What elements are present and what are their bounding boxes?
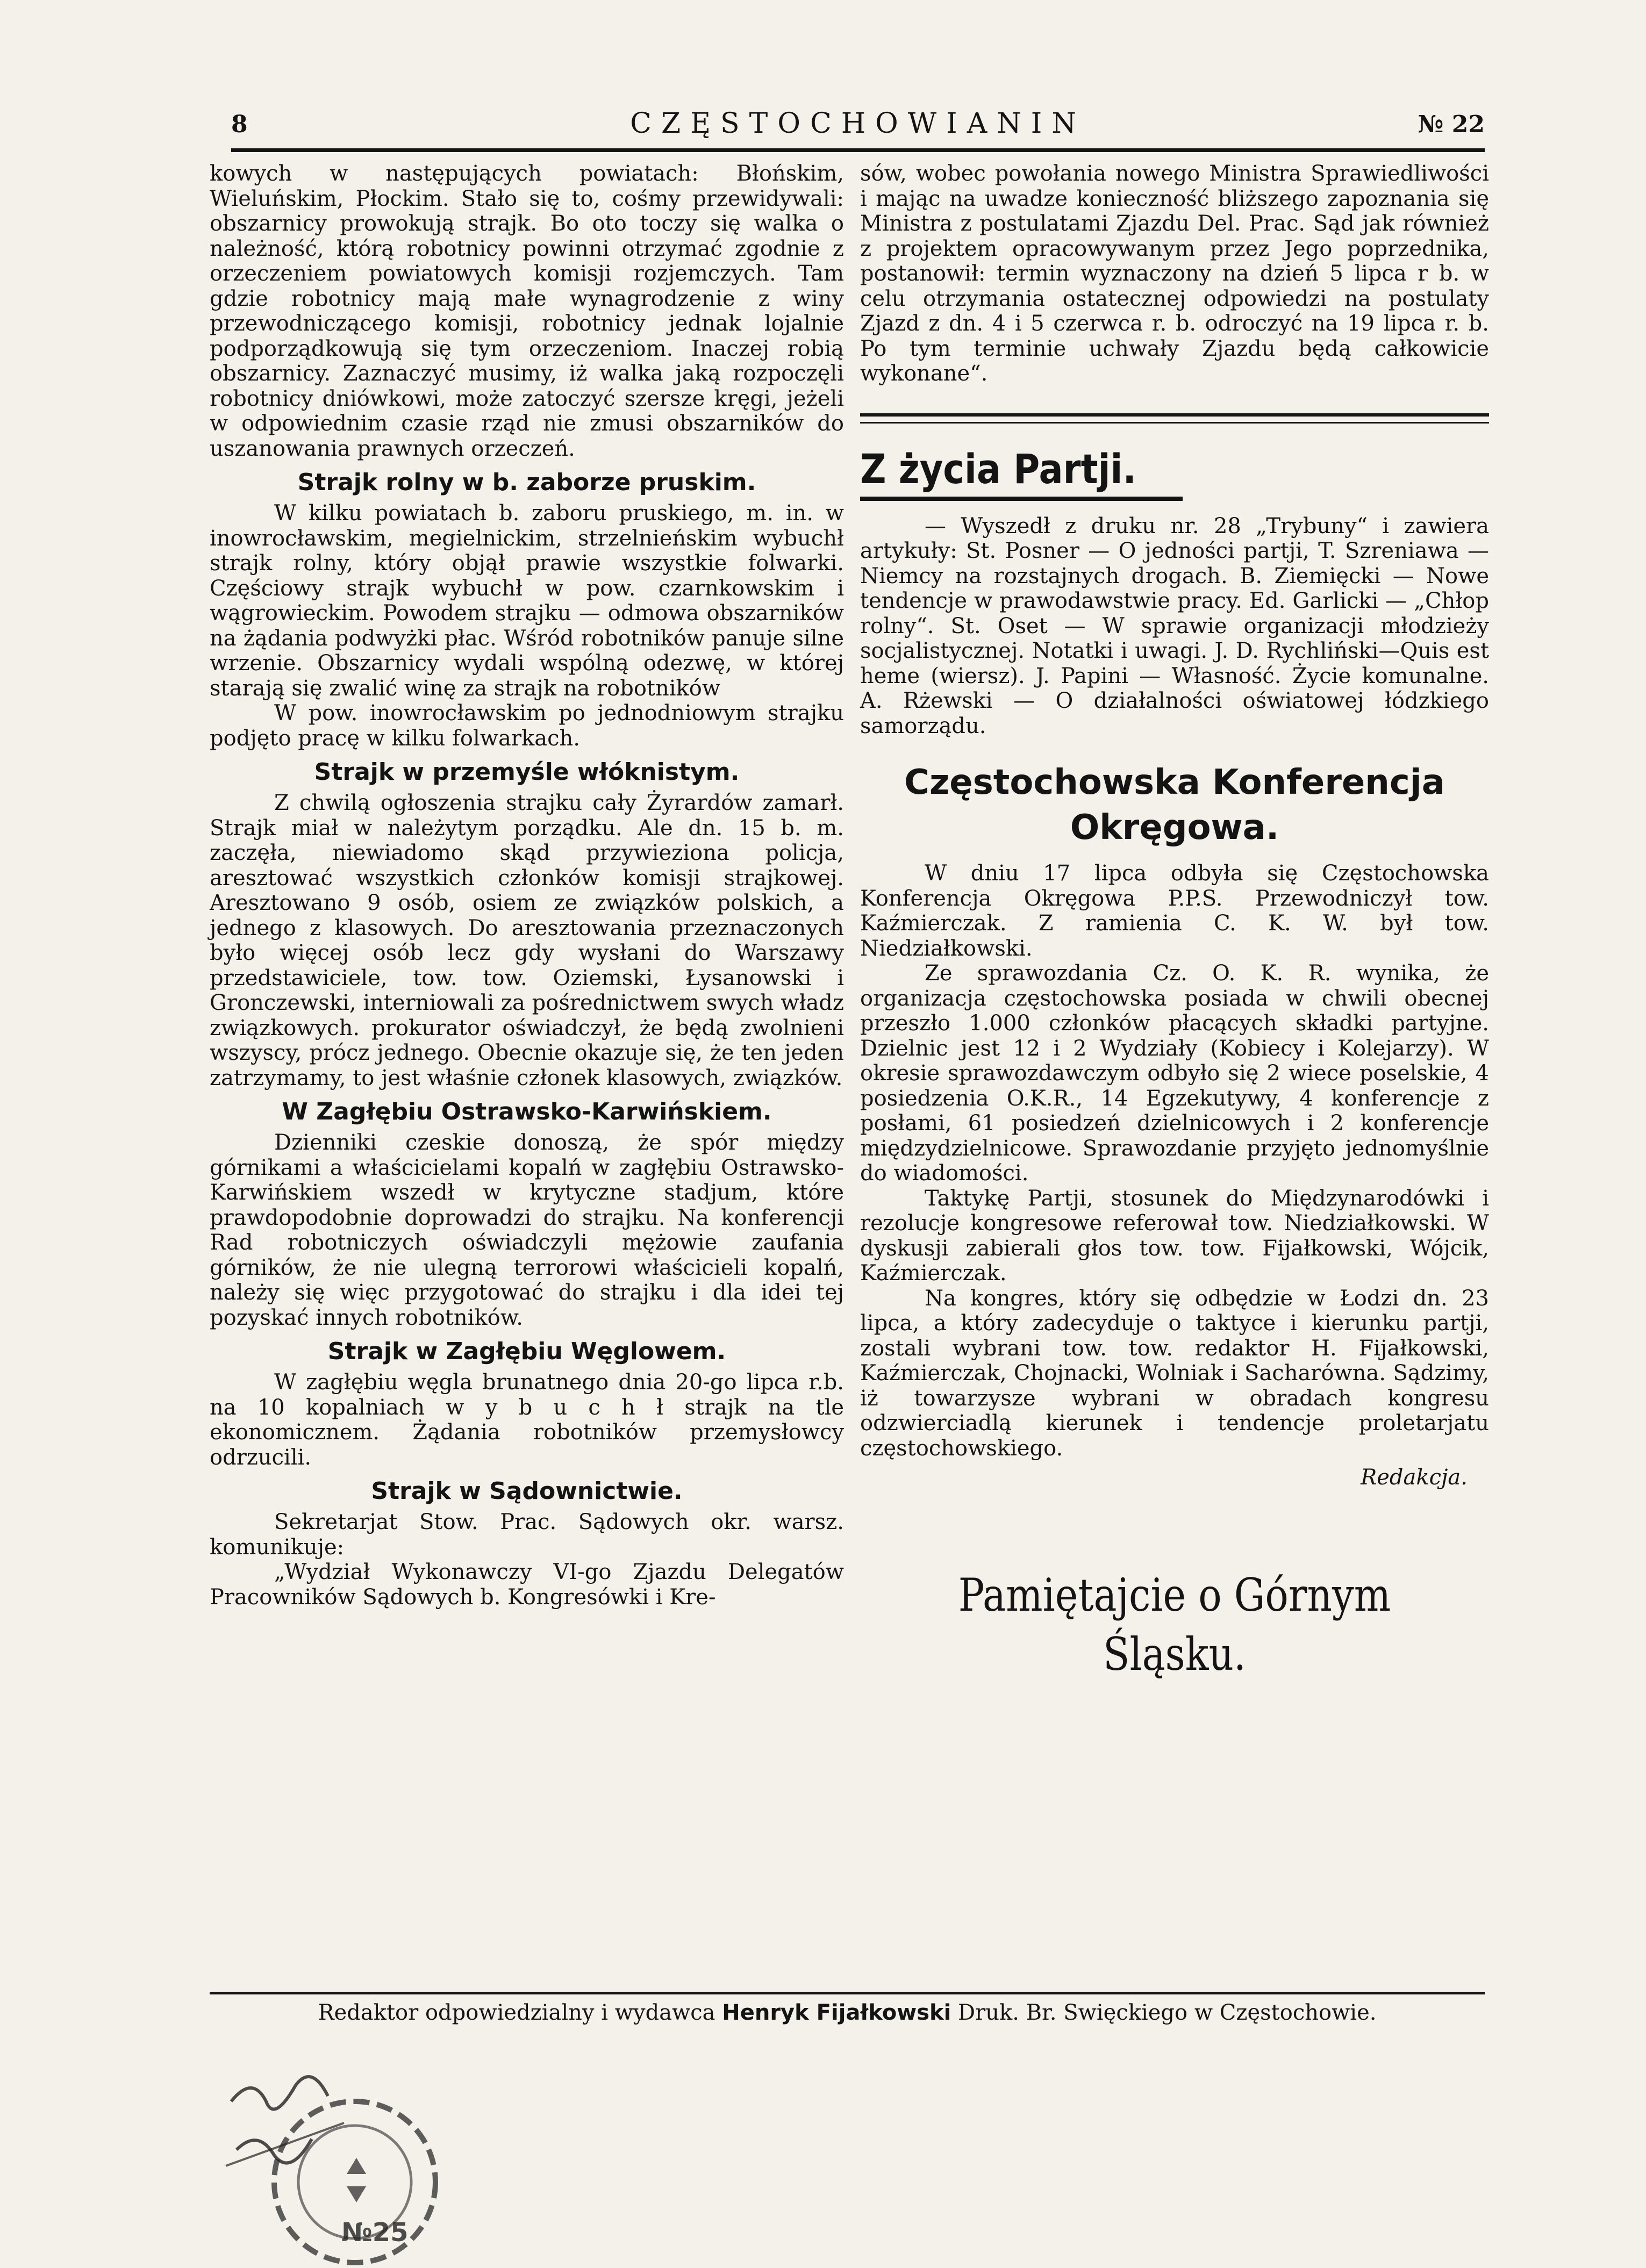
- paragraph: W kilku powiatach b. zaboru pruskiego, m. in. w inowrocławskim, megielnickim, strzelnieńskim wybuchł strajk rolny, który objął prawie wszystkie folwarki. Częściowy strajk wybuchł w pow. czarnkowskim i wągrowieckim. Powodem strajku — odmowa obszarników na żądania podwyżki płac. Wśród robotników panuje silne wrzenie. Obszarnicy wydali wspólną odezwę, w której starają się zwalić winę za strajk na robotników: [210, 501, 844, 701]
- section-heading-sadownictwo: Strajk w Sądownictwie.: [371, 1477, 683, 1505]
- double-rule-bottom: [860, 422, 1489, 424]
- imprint-prefix: Redaktor odpowiedzialny i wydawca: [318, 2000, 722, 2025]
- paragraph: W pow. inowrocławskim po jednodniowym strajku podjęto pracę w kilku folwarkach.: [210, 701, 844, 751]
- paragraph: Dzienniki czeskie donoszą, że spór między górnikami a właścicielami kopalń w zagłębiu Ostrawsko-Karwińskiem wszedł w krytyczne stadjum, które prawdopodobnie doprowadzi do strajku. Na konferencji Rad robotniczych oświadczyli mężowie zaufania górników, że nie ulegną terrorowi właścicieli kopalń, należy się więc przygotować do strajku i dla idei tej pozyskać innych robotników.: [210, 1130, 844, 1330]
- paragraph: Ze sprawozdania Cz. O. K. R. wynika, że organizacja częstochowska posiada w chwili obecnej przeszło 1.000 członków płacących składki partyjne. Dzielnic jest 12 i 2 Wydziały (Kobiecy i Kolejarzy). W okresie sprawozdawczym odbyło się 2 wiece poselskie, 4 posiedzenia O.K.R., 14 Egzekutywy, 4 konferencje z posłami, 61 posiedzeń dzielnicowych i 2 konferencje międzydzielnicowe. Sprawozdanie przyjęto jednomyślnie do wiadomości.: [860, 961, 1489, 1186]
- editor-name: Henryk Fijałkowski: [722, 2000, 951, 2025]
- heading-underline: [860, 497, 1183, 501]
- page-header: [231, 107, 1485, 145]
- paragraph: Na kongres, który się odbędzie w Łodzi dn. 23 lipca, a który zadecyduje o taktyce i kierunku partji, zostali wybrani tow. tow. redaktor H. Fijałkowski, Kaźmierczak, Chojnacki, Wolniak i Sacharówna. Sądzimy, iż towarzysze wybrani w obradach kongresu odzwierciadlą kierunek i tendencje proletarjatu częstochowskiego.: [860, 1286, 1489, 1461]
- section-heading-ostrawa: W Zagłębiu Ostrawsko-Karwińskiem.: [282, 1098, 772, 1125]
- signature: Redakcja.: [1361, 1465, 1468, 1490]
- svg-text:№25: №25: [341, 2217, 409, 2248]
- section-heading-rolny: Strajk rolny w b. zaborze pruskim.: [297, 469, 756, 496]
- continuation-paragraph: sów, wobec powołania nowego Ministra Sprawiedliwości i mając na uwadze konieczność bliższego zapoznania się Ministra z postulatami Zjazdu Del. Prac. Sąd jak również z projektem opracowywanym przez Jego poprzednika, postanowił: termin wyznaczony na dzień 5 lipca r b. w celu otrzymania ostatecznej odpowiedzi na postulaty Zjazd z dn. 4 i 5 czerwca r. b. odroczyć na 19 lipca r. b. Po tym terminie uchwały Zjazdu będą całkowicie wykonane“.: [860, 161, 1489, 386]
- issue-number: № 22: [1418, 111, 1485, 138]
- slogan: Pamiętajcie o Górnym Śląsku.: [958, 1568, 1391, 1681]
- header-rule: [231, 148, 1485, 152]
- masthead-title: CZĘSTOCHOWIANIN: [630, 107, 1086, 140]
- paragraph: W dniu 17 lipca odbyła się Częstochowska Konferencja Okręgowa P.P.S. Przewodniczył tow. Kaźmierczak. Z ramienia C. K. W. był tow. Niedziałkowski.: [860, 861, 1489, 961]
- footer-rule: [210, 1992, 1485, 1994]
- right-column: [860, 161, 1489, 1684]
- printer-info: Druk. Br. Swięckiego w Częstochowie.: [951, 2000, 1377, 2025]
- double-rule-top: [860, 413, 1489, 417]
- section-heading-weglowe: Strajk w Zagłębiu Węglowem.: [327, 1338, 726, 1365]
- imprint-footer: [210, 2000, 1485, 2025]
- party-paragraph: — Wyszedł z druku nr. 28 „Trybuny“ i zawiera artykuły: St. Posner — O jedności partji, T. Szreniawa — Niemcy na rozstajnych drogach. B. Ziemięcki — Nowe tendencje w prawodawstwie pracy. Ed. Garlicki — „Chłop rolny“. St. Oset — W sprawie organizacji młodzieży socjalistycznej. Notatki i uwagi. J. D. Rychliński—Quis est heme (wiersz). J. Papini — Własność. Życie komunalne. A. Rżewski — O działalności oświatowej łódzkiego samorządu.: [860, 513, 1489, 738]
- page-number: 8: [231, 111, 248, 138]
- paragraph: Taktykę Partji, stosunek do Międzynarodówki i rezolucje kongresowe referował tow. Niedziałkowski. W dyskusji zabierali głos tow. tow. Fijałkowski, Wójcik, Kaźmierczak.: [860, 1186, 1489, 1286]
- left-column: [210, 161, 844, 1610]
- paragraph: W zagłębiu węgla brunatnego dnia 20-go lipca r.b. na 10 kopalniach w y b u c h ł strajk na tle ekonomicznem. Żądania robotników przemysłowcy odrzucili.: [210, 1370, 844, 1470]
- paragraph: Sekretarjat Stow. Prac. Sądowych okr. warsz. komunikuje:: [210, 1510, 844, 1560]
- party-heading: Z życia Partji.: [860, 444, 1136, 493]
- paragraph: „Wydział Wykonawczy VI-go Zjazdu Delegatów Pracowników Sądowych b. Kongresówki i Kre-: [210, 1560, 844, 1610]
- conference-heading: Częstochowska Konferencja Okręgowa.: [904, 763, 1445, 848]
- intro-paragraph: kowych w następujących powiatach: Błońskim, Wieluńskim, Płockim. Stało się to, cośmy przewidywali: obszarnicy prowokują strajk. Bo oto toczy się walka o należność, którą robotnicy powinni otrzymać zgodnie z orzeczeniem powiatowych komisji rozjemczych. Tam gdzie robotnicy mają małe wynagrodzenie z winy przewodniczącego komisji, robotnicy jednak lojalnie podporządkowują się tym orzeczeniom. Inaczej robią obszarnicy. Zaznaczyć musimy, iż walka jaką rozpoczęli robotnicy dniówkowi, może zatoczyć szersze kręgi, jeżeli w odpowiednim czasie rząd nie zmusi obszarników do uszanowania prawnych orzeczeń.: [210, 161, 844, 461]
- library-stamp-icon: [215, 2042, 495, 2268]
- section-heading-wloknisty: Strajk w przemyśle włóknistym.: [314, 758, 740, 786]
- paragraph: Z chwilą ogłoszenia strajku cały Żyrardów zamarł. Strajk miał w należytym porządku. Ale dn. 15 b. m. zaczęła, niewiadomo skąd przywieziona policja, aresztować wszystkich członków komisji strajkowej. Aresztowano 9 osób, osiem ze związków polskich, a jednego z klasowych. Do aresztowania przeznaczonych było więcej osób lecz gdy wysłani do Warszawy przedstawiciele, tow. tow. Oziemski, Łysanowski i Gronczewski, interniowali za pośrednictwem swych władz związkowych. prokurator oświadczył, że będą zwolnieni wszyscy, prócz jednego. Obecnie okazuje się, że ten jeden zatrzymamy, to jest właśnie członek klasowych, związków.: [210, 791, 844, 1090]
